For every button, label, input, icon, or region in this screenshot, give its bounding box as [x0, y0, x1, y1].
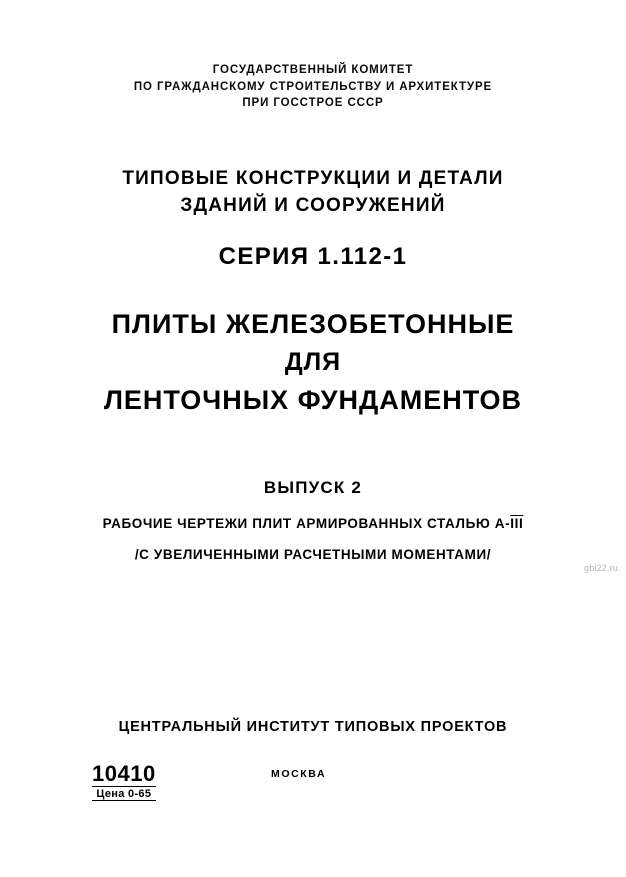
- code-block: [92, 762, 156, 801]
- main-title-line-1: ПЛИТЫ ЖЕЛЕЗОБЕТОННЫЕ: [111, 309, 515, 339]
- issue-label: ВЫПУСК 2: [263, 478, 363, 497]
- main-title: [0, 305, 626, 419]
- subtitle-line-2: /С УВЕЛИЧЕННЫМИ РАСЧЕТНЫМИ МОМЕНТАМИ/: [134, 547, 492, 562]
- subtitle: [0, 508, 626, 570]
- committee-line-2: ПО ГРАЖДАНСКОМУ СТРОИТЕЛЬСТВУ И АРХИТЕКТУРЕ: [133, 80, 493, 93]
- steel-grade-roman: $\overline{III}$: [510, 516, 524, 531]
- code-price: Цена 0-65: [92, 788, 156, 801]
- series-title-line-1: ТИПОВЫЕ КОНСТРУКЦИИ И ДЕТАЛИ: [122, 168, 504, 189]
- institute-name: ЦЕНТРАЛЬНЫЙ ИНСТИТУТ ТИПОВЫХ ПРОЕКТОВ: [118, 719, 508, 735]
- subtitle-line-1-text: РАБОЧИЕ ЧЕРТЕЖИ ПЛИТ АРМИРОВАННЫХ СТАЛЬЮ А-: [102, 516, 511, 531]
- code-number: 10410: [92, 761, 156, 786]
- series-number: СЕРИЯ 1.112-1: [218, 243, 408, 270]
- watermark: gbi22.ru: [584, 563, 619, 573]
- series-title: [0, 165, 626, 219]
- committee-line-3: ПРИ ГОССТРОЕ СССР: [242, 97, 384, 109]
- subtitle-line-1: [0, 508, 626, 539]
- main-title-line-3: ЛЕНТОЧНЫХ ФУНДАМЕНТОВ: [103, 385, 523, 415]
- committee-heading: [0, 62, 626, 112]
- committee-line-1: ГОСУДАРСТВЕННЫЙ КОМИТЕТ: [212, 64, 414, 76]
- series-title-line-2: ЗДАНИЙ И СООРУЖЕНИЙ: [180, 195, 446, 216]
- city-label: МОСКВА: [271, 768, 327, 780]
- main-title-line-2: ДЛЯ: [284, 348, 342, 376]
